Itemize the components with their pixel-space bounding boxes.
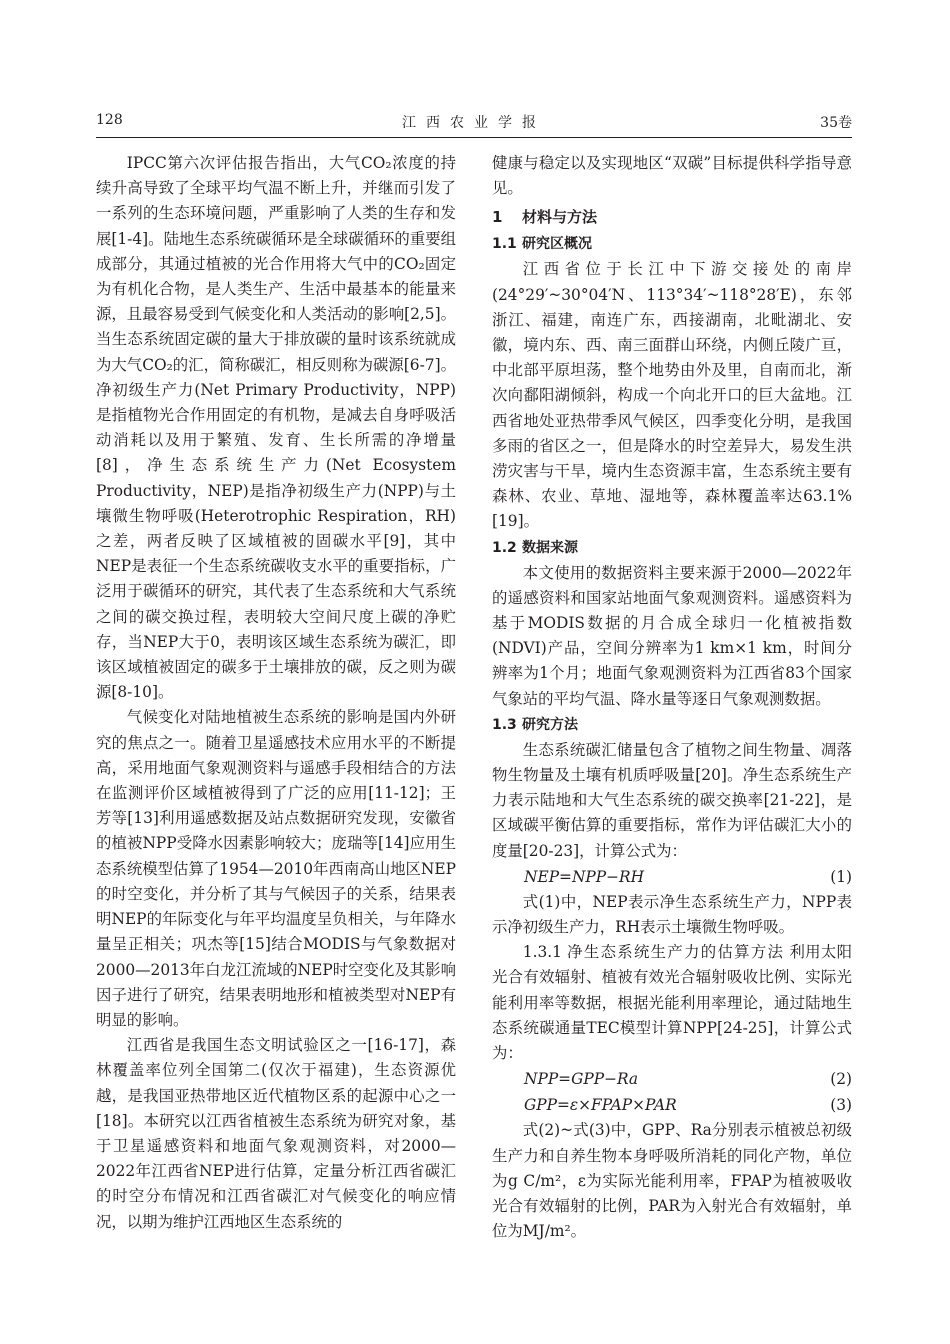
intro-paragraph-3: 江西省是我国生态文明试验区之一[16-17]，森林覆盖率位列全国第二(仅次于福建)，生态资源优越，是我国亚热带地区近代植物区系的起源中心之一[18]。本研究以江西省植被生态系统为研究对象，基于卫星遥感资料和地面气象观测资料，对2000—2022年江西省NEP进行估算，定量分析江西省碳汇的时空分布情况和江西省碳汇对气候变化的响应情况，以期为维护江西地区生态系统的 — [96, 1036, 456, 1231]
section-heading-1-1 — [492, 231, 852, 257]
section-title: 研究区概况 — [522, 236, 592, 253]
journal-title: 江西农业学报 — [402, 115, 546, 131]
left-column — [96, 151, 456, 1235]
section-heading-1 — [492, 203, 852, 231]
running-header — [96, 112, 852, 140]
section-title: 数据来源 — [522, 539, 578, 556]
subsection-title: 净生态系统生产力的估算方法 — [567, 943, 785, 962]
header-rule — [96, 137, 852, 138]
subsection-text: 利用太阳光合有效辐射、植被有效光合辐射吸收比例、实际光能利用率等数据，根据光能利用率理论，通过陆地生态系统碳通量TEC模型计算NPP[24-25]，计算公式为： — [492, 943, 852, 1063]
equation-2-3-explanation: 式(2)~式(3)中，GPP、Ra分别表示植被总初级生产力和自养生物本身呼吸所消耗的同化产物，单位为g C/m²，ε为实际光能利用率，FPAP为植被吸收光合有效辐射的比例，PAR为入射光合有效辐射，单位为MJ/m²。 — [492, 1121, 852, 1241]
section-number: 1 — [492, 208, 503, 227]
equation-text: NPP=GPP−Ra — [524, 1070, 639, 1089]
section-title: 材料与方法 — [522, 208, 598, 227]
section-heading-1-3 — [492, 712, 852, 738]
equation-number: (2) — [830, 1070, 852, 1089]
page-number: 128 — [96, 112, 123, 128]
data-source-paragraph: 本文使用的数据资料主要来源于2000—2022年的遥感资料和国家站地面气象观测资料。遥感资料为基于MODIS数据的月合成全球归一化植被指数(NDVI)产品，空间分辨率为1 km×1 km，时间分辨率为1个月；地面气象观测资料为江西省83个国家气象站的平均气温、降水量等逐日气象观测数据。 — [492, 563, 852, 708]
equation-2 — [492, 1066, 852, 1092]
equation-1 — [492, 864, 852, 890]
right-column — [492, 151, 852, 1244]
volume-label: 35卷 — [820, 115, 852, 131]
section-title: 研究方法 — [522, 716, 578, 733]
equation-3 — [492, 1092, 852, 1118]
equation-text: NEP=NPP−RH — [524, 867, 645, 886]
method-paragraph: 生态系统碳汇储量包含了植物之间生物量、凋落物生物量及土壤有机质呼吸量[20]。净生态系统生产力表示陆地和大气生态系统的碳交换率[21-22]，是区域碳平衡估算的重要指标，常作为评估碳汇大小的度量[20-23]，计算公式为： — [492, 740, 852, 860]
equation-text: GPP=ε×FPAP×PAR — [524, 1096, 677, 1115]
intro-paragraph-continued: 健康与稳定以及实现地区“双碳”目标提供科学指导意见。 — [492, 154, 852, 198]
section-number: 1.2 — [492, 539, 517, 556]
study-area-paragraph: 江西省位于长江中下游交接处的南岸(24°29′~30°04′N、113°34′~118°28′E)，东邻浙江、福建，南连广东，西接湖南，北毗湖北、安徽，境内东、西、南三面群山环绕，内侧丘陵广亘，中北部平原坦荡，整个地势由外及里，自南而北，渐次向鄱阳湖倾斜，构成一个向北开口的巨大盆地。江西省地处亚热带季风气候区，四季变化分明，是我国多雨的省区之一，但是降水的时空差异大，易发生洪涝灾害与干旱，境内生态资源丰富，生态系统主要有森林、农业、草地、湿地等，森林覆盖率达63.1%[19]。 — [492, 260, 852, 531]
section-number: 1.3 — [492, 716, 517, 733]
equation-1-explanation: 式(1)中，NEP表示净生态系统生产力，NPP表示净初级生产力，RH表示土壤微生物呼吸。 — [492, 892, 852, 937]
subsection-1-3-1 — [492, 940, 852, 1066]
equation-number: (1) — [830, 867, 852, 886]
subsection-number: 1.3.1 — [522, 943, 562, 962]
equation-number: (3) — [830, 1096, 852, 1115]
intro-paragraph-2: 气候变化对陆地植被生态系统的影响是国内外研究的焦点之一。随着卫星遥感技术应用水平的不断提高，采用地面气象观测资料与遥感手段相结合的方法在监测评价区域植被得到了广泛的应用[11-12]；王芳等[13]利用遥感数据及站点数据研究发现，安徽省的植被NPP受降水因素影响较大；庞瑞等[14]应用生态系统模型估算了1954—2010年西南高山地区NEP的时空变化，并分析了其与气候因子的关系，结果表明NEP的年际变化与年平均温度呈负相关，与年降水量呈正相关；巩杰等[15]结合MODIS与气象数据对2000—2013年白龙江流域的NEP时空变化及其影响因子进行了研究，结果表明地形和植被类型对NEP有明显的影响。 — [96, 708, 456, 1029]
section-heading-1-2 — [492, 535, 852, 561]
section-number: 1.1 — [492, 236, 517, 253]
intro-paragraph-1: IPCC第六次评估报告指出，大气CO₂浓度的持续升高导致了全球平均气温不断上升，并继而引发了一系列的生态环境问题，严重影响了人类的生存和发展[1-4]。陆地生态系统碳循环是全球碳循环的重要组成部分，其通过植被的光合作用将大气中的CO₂固定为有机化合物，是人类生产、生活中最基本的能量来源，且最容易受到气候变化和人类活动的影响[2,5]。当生态系统固定碳的量大于排放碳的量时该系统就成为大气CO₂的汇，简称碳汇，相反则称为碳源[6-7]。净初级生产力(Net Primary Productivity，NPP)是指植物光合作用固定的有机物，是减去自身呼吸活动消耗以及用于繁殖、发育、生长所需的净增量[8]，净生态系统生产力(Net Ecosystem Productivity，NEP)是指净初级生产力(NPP)与土壤微生物呼吸(Heterotrophic Respiration，RH)之差，两者反映了区域植被的固碳水平[9]，其中NEP是表征一个生态系统碳收支水平的重要指标，广泛用于碳循环的研究，其代表了生态系统和大气系统之间的碳交换过程，表明较大空间尺度上碳的净贮存，当NEP大于0，表明该区域生态系统为碳汇，即该区域植被固定的碳多于土壤排放的碳，反之则为碳源[8-10]。 — [96, 154, 456, 702]
